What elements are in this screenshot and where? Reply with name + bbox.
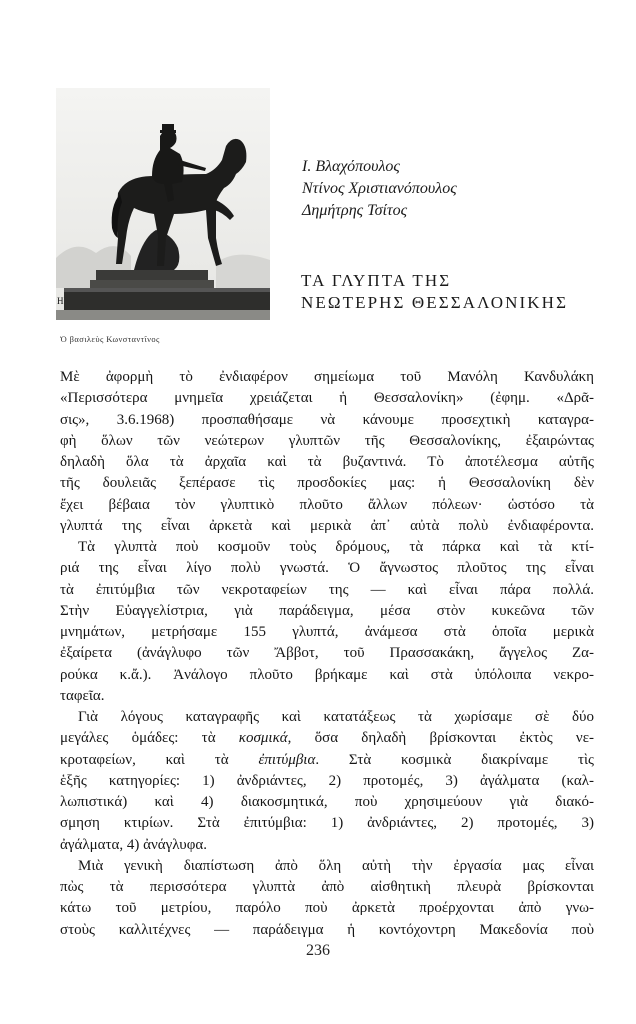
text-line: πὼς τὰ περισσότερα γλυπτὰ ἀπὸ αἰσθητικὴ πλευρὰ βρίσκονται [60, 879, 594, 895]
text-line: μεγάλες ὁμάδες: τὰ κοσμικά, ὅσα δηλαδὴ βρίσκονται ἐκτὸς νε- [60, 730, 594, 747]
text-line: στοὺς καλλιτέχνες — παράδειγμα ἡ κοντόχοντρη Μακεδονία ποὺ [60, 921, 594, 938]
text-line: ἔχει βέβαια τὸν γλυπτικὸ πλοῦτο ἄλλων πόλεων· ὡστόσο τὰ [60, 496, 594, 513]
text-line: Μὲ ἀφορμὴ τὸ ἐνδιαφέρον σημείωμα τοῦ Μανόλη Κανδυλάκη [60, 369, 594, 385]
author-list [302, 156, 562, 222]
page-number: 236 [306, 942, 330, 959]
author-name: Ντίνος Χριστιανόπουλος [302, 180, 457, 197]
text-line: σμηση κτιρίων. Στὰ ἐπιτύμβια: 1) ἀνδριάντες, 2) προτομές, 3) [60, 815, 594, 832]
statue-photo [56, 88, 270, 320]
equestrian-statue-image [56, 88, 270, 320]
text-line: κάτω τοῦ μετρίου, παρόλο ποὺ ἀρκετὰ προέρχονται ἀπὸ γνω- [60, 900, 594, 917]
title-line: ΝΕΩΤΕΡΗΣ ΘΕΣΣΑΛΟΝΙΚΗΣ [301, 293, 569, 312]
text-line: Μιὰ γενικὴ διαπίστωση ἀπὸ ὅλη αὐτὴ τὴν ἐργασία μας εἶναι [78, 857, 594, 874]
text-line: ρούκα κ.ἄ.). Ἀνάλογο πλοῦτο βρήκαμε καὶ στὰ ὑπόλοιπα νεκρο- [60, 666, 594, 683]
text-line: τὰ ἐπιτύμβια τῶν νεκροταφείων της — καὶ εἶναι πάρα πολλά. [60, 581, 594, 598]
text-line: Γιὰ λόγους καταγραφῆς καὶ κατατάξεως τὰ χωρίσαμε σὲ δύο [78, 709, 594, 725]
photo-caption: Ὁ βασιλεὺς Κωνσταντῖνος [60, 334, 160, 344]
text-line: ἐξαίρετα (ἀνάγλυφο τῶν Ἄββοτ, τοῦ Πρασσακάκη, ἄγγελος Ζα- [60, 645, 594, 662]
article-body [60, 367, 594, 941]
author-name: Δημήτρης Τσίτος [302, 202, 408, 219]
author-name: Ι. Βλαχόπουλος [302, 158, 400, 175]
text-line: ταφεῖα. [60, 687, 105, 704]
text-line: ριά της εἶναι λίγο πολὺ γνωστά. Ὁ ἄγνωστος πλοῦτος της εἶναι [60, 560, 594, 577]
text-line: γλυπτά της εἶναι ἀρκετὰ καὶ μερικὰ ἀπ᾿ αὐτὰ πολὺ ἐνδιαφέροντα. [60, 517, 594, 534]
text-line: Στὴν Εὐαγγελίστρια, γιὰ παράδειγμα, μέσα στὸν κυκεῶνα τῶν [60, 602, 594, 619]
text-line: δηλαδὴ ὅλα τὰ ἀρχαῖα καὶ τὰ βυζαντινά. Τὸ ἀποτέλεσμα αὐτῆς [60, 454, 594, 470]
text-line: «Περισσότερα μνημεῖα χρειάζεται ἡ Θεσσαλονίκη» (ἐφημ. «Δρᾶ- [60, 390, 594, 407]
text-line: Τὰ γλυπτὰ ποὺ κοσμοῦν τοὺς δρόμους, τὰ πάρκα καὶ τὰ κτί- [78, 539, 594, 555]
text-line: μνημάτων, μετρήσαμε 155 γλυπτά, ἀνάμεσα στὰ ὁποῖα μερικὰ [60, 624, 594, 640]
text-line: ἑξῆς κατηγορίες: 1) ἀνδριάντες, 2) προτομές, 3) ἀγάλματα (καλ- [60, 772, 594, 789]
text-line: φὴ ὅλων τῶν νεώτερων γλυπτῶν τῆς Θεσσαλονίκης, ἐξαιρώντας [60, 432, 594, 449]
photo-corner-mark: H [57, 296, 64, 306]
text-line: ἀγάλματα, 4) ἀνάγλυφα. [60, 836, 207, 853]
title-line: ΤΑ ΓΛΥΠΤΑ ΤΗΣ [301, 271, 452, 290]
text-line: σις», 3.6.1968) προσπαθήσαμε νὰ κάνουμε προσεχτικὴ καταγρα- [60, 411, 594, 428]
article-title [301, 270, 601, 314]
text-line: κροταφείων, καὶ τὰ ἐπιτύμβια. Στὰ κοσμικὰ διακρίναμε τὶς [60, 751, 594, 768]
text-line: λωπιστικά) καὶ 4) διακοσμητικά, ποὺ χρησιμεύουν γιὰ διακό- [60, 794, 594, 810]
text-line: τῆς δουλειᾶς ξεπέρασε τὶς προσδοκίες μας: ἡ Θεσσαλονίκη δὲν [60, 475, 594, 492]
